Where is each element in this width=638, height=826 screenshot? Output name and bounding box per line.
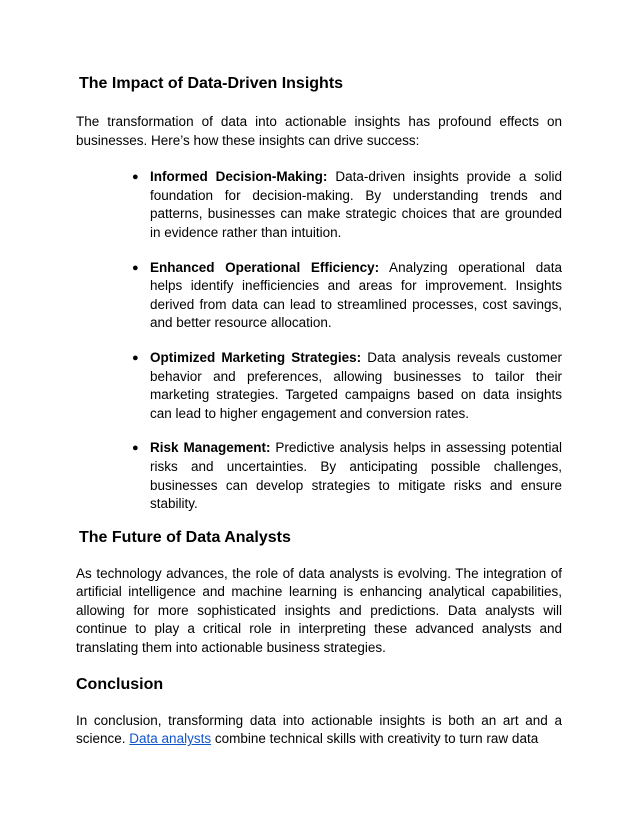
bullet-dot-icon: ● <box>132 351 139 364</box>
conclusion-body <box>76 712 562 749</box>
bullet-text: Analyzing operational data helps identify inefficiencies and areas for improvement. Insights derived from data can lead to streamlined processes, cost savings, and better resource allocation. <box>150 259 562 331</box>
bullet-dot-icon: ● <box>132 171 139 184</box>
heading-impact: The Impact of Data-Driven Insights <box>79 75 344 92</box>
impact-intro: The transformation of data into actionable insights has profound effects on businesses. Here’s how these insights can drive success: <box>76 114 562 148</box>
bullet-item-marketing-strategies <box>132 349 563 423</box>
bullet-text: Data analysis reveals customer behavior and preferences, allowing businesses to tailor their marketing strategies. Targeted campaigns based on data insights can lead to higher engagement and conversion rates. <box>150 349 563 421</box>
heading-future: The Future of Data Analysts <box>79 528 291 546</box>
bullet-dot-icon: ● <box>132 442 139 455</box>
bullet-dot-icon: ● <box>132 261 139 274</box>
bullet-lead: Enhanced Operational Efficiency: <box>150 259 380 275</box>
bullet-lead: Informed Decision-Making: <box>150 169 328 185</box>
heading-conclusion: Conclusion <box>76 675 164 693</box>
bullet-item-risk-management <box>132 439 562 513</box>
data-analysts-link[interactable]: Data analysts <box>129 731 212 747</box>
bullet-text: Predictive analysis helps in assessing potential risks and uncertainties. By anticipating possible challenges, businesses can develop strategies to mitigate risks and ensure stability. <box>150 440 562 512</box>
bullet-lead: Risk Management: <box>150 440 271 456</box>
conclusion-text-before: In conclusion, transforming data into actionable insights is both an art and a science. <box>76 712 562 747</box>
impact-bullet-list <box>76 168 562 514</box>
bullet-item-decision-making <box>132 168 563 242</box>
bullet-item-operational-efficiency <box>132 259 562 333</box>
conclusion-text-after: combine technical skills with creativity to turn raw data <box>211 731 539 747</box>
future-body: As technology advances, the role of data analysts is evolving. The integration of artificial intelligence and machine learning is enhancing analytical capabilities, allowing for more sophisticated insights and predictions. Data analysts will continue to play a critical role in interpreting these advanced analysts and translating them into actionable business strategies. <box>76 565 562 656</box>
bullet-lead: Optimized Marketing Strategies: <box>150 349 362 365</box>
bullet-text: Data-driven insights provide a solid foundation for decision-making. By understanding trends and patterns, businesses can make strategic choices that are grounded in evidence rather than intuition. <box>150 169 563 240</box>
